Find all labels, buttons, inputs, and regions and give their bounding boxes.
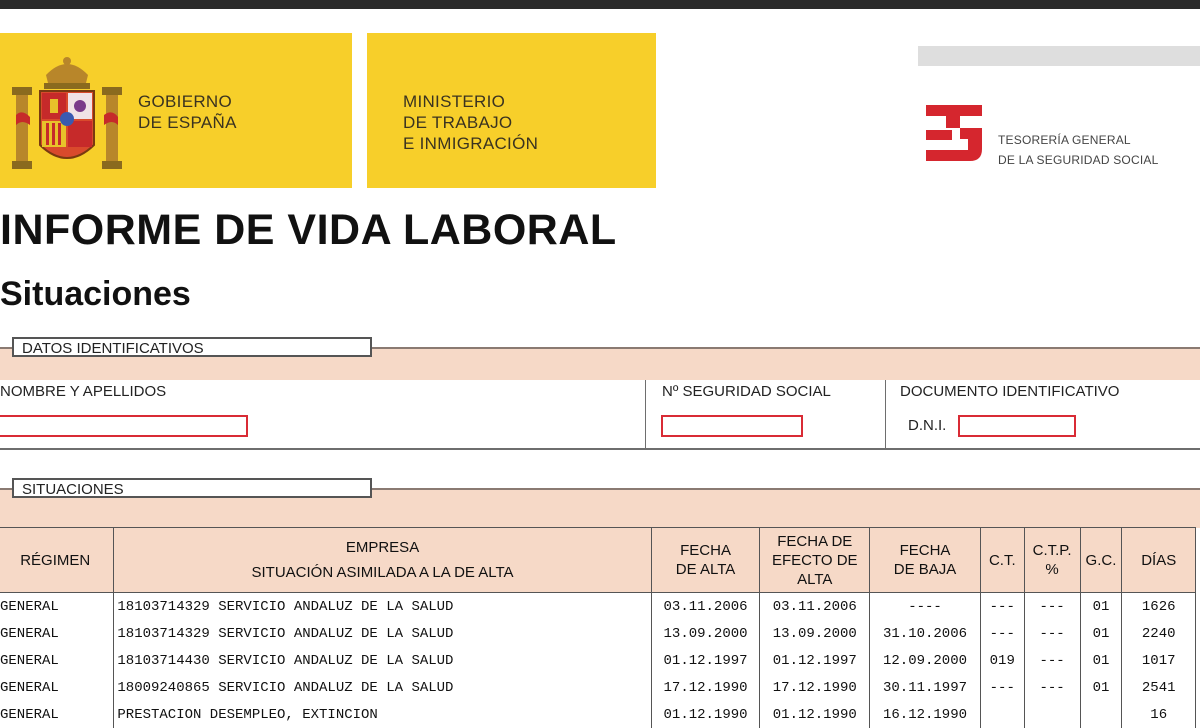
cell-ctp	[1024, 701, 1080, 728]
ministerio-line-1: MINISTERIO	[403, 92, 506, 111]
col-fecha-efecto: FECHA DE EFECTO DE ALTA	[760, 528, 870, 593]
cell-fecha-efecto: 01.12.1990	[760, 701, 870, 728]
coat-of-arms-icon	[12, 53, 122, 173]
datos-section-label: DATOS IDENTIFICATIVOS	[12, 337, 372, 357]
dni-label: D.N.I.	[908, 417, 947, 434]
cell-ct: 019	[980, 647, 1024, 674]
gobierno-line-1: GOBIERNO	[138, 92, 233, 111]
cell-empresa: PRESTACION DESEMPLEO, EXTINCION	[114, 701, 651, 728]
cell-regimen: GENERAL	[0, 674, 114, 701]
cell-gc: 01	[1080, 647, 1122, 674]
nss-cell	[646, 380, 886, 448]
situaciones-table	[0, 527, 1196, 728]
cell-ctp: ---	[1024, 647, 1080, 674]
cell-fecha-efecto: 17.12.1990	[760, 674, 870, 701]
header-gray-bar	[918, 46, 1200, 66]
document-subtitle: Situaciones	[0, 275, 191, 313]
tgss-line-2: DE LA SEGURIDAD SOCIAL	[998, 153, 1159, 167]
cell-ctp: ---	[1024, 593, 1080, 621]
ministerio-line-3: E INMIGRACIÓN	[403, 134, 539, 153]
col-dias: DÍAS	[1122, 528, 1196, 593]
documento-cell	[886, 380, 1200, 448]
gobierno-line-2: DE ESPAÑA	[138, 113, 237, 132]
cell-fecha-baja: 30.11.1997	[870, 674, 981, 701]
cell-fecha-baja: 12.09.2000	[870, 647, 981, 674]
tgss-logo-icon	[924, 103, 984, 163]
cell-ct	[980, 701, 1024, 728]
nss-label: Nº SEGURIDAD SOCIAL	[662, 383, 831, 400]
document-title: INFORME DE VIDA LABORAL	[0, 206, 617, 254]
col-gc: G.C.	[1080, 528, 1122, 593]
ministerio-text	[403, 91, 538, 154]
cell-dias: 2541	[1122, 674, 1196, 701]
documento-label: DOCUMENTO IDENTIFICATIVO	[900, 383, 1120, 400]
cell-gc: 01	[1080, 620, 1122, 647]
cell-fecha-baja: 16.12.1990	[870, 701, 981, 728]
table-header-row	[0, 528, 1196, 593]
nombre-field[interactable]	[0, 415, 248, 437]
cell-fecha-efecto: 03.11.2006	[760, 593, 870, 621]
cell-fecha-efecto: 13.09.2000	[760, 620, 870, 647]
col-empresa: EMPRESA SITUACIÓN ASIMILADA A LA DE ALTA	[114, 528, 651, 593]
table-row	[0, 593, 1196, 621]
cell-fecha-efecto: 01.12.1997	[760, 647, 870, 674]
identification-row	[0, 380, 1200, 450]
cell-empresa: 18103714329 SERVICIO ANDALUZ DE LA SALUD	[114, 593, 651, 621]
cell-regimen: GENERAL	[0, 701, 114, 728]
nombre-label: NOMBRE Y APELLIDOS	[0, 383, 167, 400]
tgss-text	[998, 130, 1158, 170]
cell-gc: 01	[1080, 593, 1122, 621]
cell-fecha-alta: 13.09.2000	[651, 620, 760, 647]
cell-regimen: GENERAL	[0, 593, 114, 621]
table-row	[0, 674, 1196, 701]
cell-fecha-baja: ----	[870, 593, 981, 621]
tgss-line-1: TESORERÍA GENERAL	[998, 133, 1131, 147]
cell-ctp: ---	[1024, 674, 1080, 701]
col-ct: C.T.	[980, 528, 1024, 593]
dni-field[interactable]	[958, 415, 1076, 437]
gobierno-logo-block	[0, 33, 352, 188]
cell-fecha-alta: 01.12.1990	[651, 701, 760, 728]
ministerio-logo-block	[367, 33, 656, 188]
cell-gc	[1080, 701, 1122, 728]
cell-fecha-baja: 31.10.2006	[870, 620, 981, 647]
cell-fecha-alta: 17.12.1990	[651, 674, 760, 701]
cell-fecha-alta: 03.11.2006	[651, 593, 760, 621]
table-row	[0, 701, 1196, 728]
table-row	[0, 620, 1196, 647]
col-fecha-alta: FECHA DE ALTA	[651, 528, 760, 593]
col-regimen: RÉGIMEN	[0, 528, 114, 593]
cell-empresa: 18103714430 SERVICIO ANDALUZ DE LA SALUD	[114, 647, 651, 674]
nss-field[interactable]	[661, 415, 803, 437]
cell-gc: 01	[1080, 674, 1122, 701]
cell-regimen: GENERAL	[0, 620, 114, 647]
cell-dias: 1017	[1122, 647, 1196, 674]
cell-empresa: 18103714329 SERVICIO ANDALUZ DE LA SALUD	[114, 620, 651, 647]
cell-ctp: ---	[1024, 620, 1080, 647]
col-ctp: C.T.P. %	[1024, 528, 1080, 593]
col-fecha-baja: FECHA DE BAJA	[870, 528, 981, 593]
cell-dias: 2240	[1122, 620, 1196, 647]
cell-ct: ---	[980, 593, 1024, 621]
situaciones-section-label: SITUACIONES	[12, 478, 372, 498]
cell-ct: ---	[980, 674, 1024, 701]
cell-empresa: 18009240865 SERVICIO ANDALUZ DE LA SALUD	[114, 674, 651, 701]
nombre-cell	[0, 380, 646, 448]
ministerio-line-2: DE TRABAJO	[403, 113, 513, 132]
cell-dias: 1626	[1122, 593, 1196, 621]
top-border	[0, 0, 1200, 9]
gobierno-text	[138, 91, 237, 133]
cell-dias: 16	[1122, 701, 1196, 728]
cell-regimen: GENERAL	[0, 647, 114, 674]
cell-ct: ---	[980, 620, 1024, 647]
table-row	[0, 647, 1196, 674]
cell-fecha-alta: 01.12.1997	[651, 647, 760, 674]
